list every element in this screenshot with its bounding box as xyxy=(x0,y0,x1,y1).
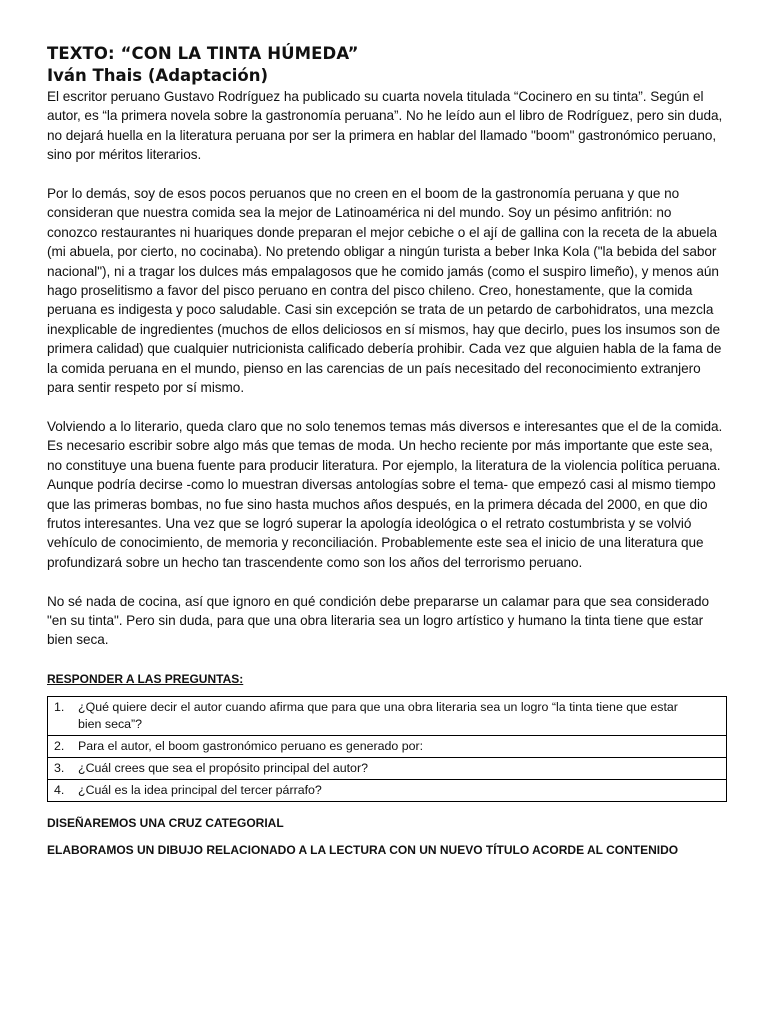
question-text: ¿Cuál es la idea principal del tercer párrafo? xyxy=(78,782,322,797)
question-row xyxy=(48,735,727,757)
task-cruz-categorial: DISEÑAREMOS UNA CRUZ CATEGORIAL xyxy=(47,815,284,830)
question-number: 2. xyxy=(54,738,65,753)
paragraph-3: Volviendo a lo literario, queda claro que no solo tenemos temas más diversos e interesantes que el de la comida. Es necesario escribir sobre algo más que temas de moda. Un hecho reciente por más importante que este sea, no constituye una buena fuente para producir literatura. Por ejemplo, la literatura de la violencia política peruana. Aunque podría decirse -como lo muestran diversas antologías sobre el tema- que empezó casi al mismo tiempo que las primeras bombas, no fue sino hasta muchos años después, en la primera década del 2000, en que dio frutos interesantes. Una vez que se logró superar la apología ideológica o el retrato costumbrista y se volvió vehículo de conocimiento, de memoria y reconciliación. Probablemente este sea el inicio de una literatura que profundizará sobre un hecho tan trascendente como son los años del terrorismo peruano. xyxy=(47,418,723,570)
questions-heading: RESPONDER A LAS PREGUNTAS: xyxy=(47,671,244,686)
question-text: ¿Qué quiere decir el autor cuando afirma que para que una obra literaria sea un logro “la tinta tiene que estar bien seca”? xyxy=(78,699,678,731)
question-cell xyxy=(48,735,727,757)
questions-table xyxy=(47,696,727,802)
question-number: 1. xyxy=(54,699,65,714)
question-number: 3. xyxy=(54,760,65,775)
document-author: Iván Thais (Adaptación) xyxy=(47,66,269,85)
question-cell xyxy=(48,779,727,801)
document-page xyxy=(47,43,725,858)
paragraph-1: El escritor peruano Gustavo Rodríguez ha publicado su cuarta novela titulada “Cocinero en su tinta”. Según el autor, es “la primera novela sobre la gastronomía peruana”. No he leído aun el libro de Rodríguez, pero sin duda, no dejará huella en la literatura peruana por ser la primera en hablar del llamado "boom" gastronómico peruano, sino por méritos literarios. xyxy=(47,89,723,163)
question-row xyxy=(48,757,727,779)
question-cell xyxy=(48,696,727,735)
task-dibujo: ELABORAMOS UN DIBUJO RELACIONADO A LA LECTURA CON UN NUEVO TÍTULO ACORDE AL CONTENIDO xyxy=(47,842,679,857)
question-text: ¿Cuál crees que sea el propósito principal del autor? xyxy=(78,760,368,775)
question-cell xyxy=(48,757,727,779)
document-title: TEXTO: “CON LA TINTA HÚMEDA” xyxy=(47,44,359,63)
question-text: Para el autor, el boom gastronómico peruano es generado por: xyxy=(78,738,424,753)
question-row xyxy=(48,696,727,735)
paragraph-4: No sé nada de cocina, así que ignoro en qué condición debe prepararse un calamar para que sea considerado "en su tinta". Pero sin duda, para que una obra literaria sea un logro artístico y humano la tinta tiene que estar bien seca. xyxy=(47,593,710,648)
paragraph-2: Por lo demás, soy de esos pocos peruanos que no creen en el boom de la gastronomía peruana y que no consideran que nuestra comida sea la mejor de Latinoamérica ni del mundo. Soy un pésimo anfitrión: no conozco restaurantes ni huariques donde preparan el mejor cebiche o el ají de gallina con la receta de la abuela (mi abuela, por cierto, no cocinaba). No pretendo obligar a ningún turista a beber Inka Kola ("la bebida del sabor nacional"), ni a tragar los dulces más empalagosos que he comido jamás (como el suspiro limeño), y menos aún hago proselitismo a favor del pisco peruano en contra del pisco chileno. Creo, honestamente, que la comida peruana es indigesta y poco saludable. Casi sin excepción se trata de un petardo de carbohidratos, una mezcla inexplicable de ingredientes (muchos de ellos deliciosos en sí mismos, hay que decirlo, pues los insumos son de primera calidad) que cualquier nutricionista calificado debería prohibir. Cada vez que alguien habla de la fama de la comida peruana en el mundo, pienso en las carencias de un país necesitado del reconocimiento extranjero para sentir respeto por sí mismo. xyxy=(47,186,722,396)
question-number: 4. xyxy=(54,782,65,797)
question-row xyxy=(48,779,727,801)
